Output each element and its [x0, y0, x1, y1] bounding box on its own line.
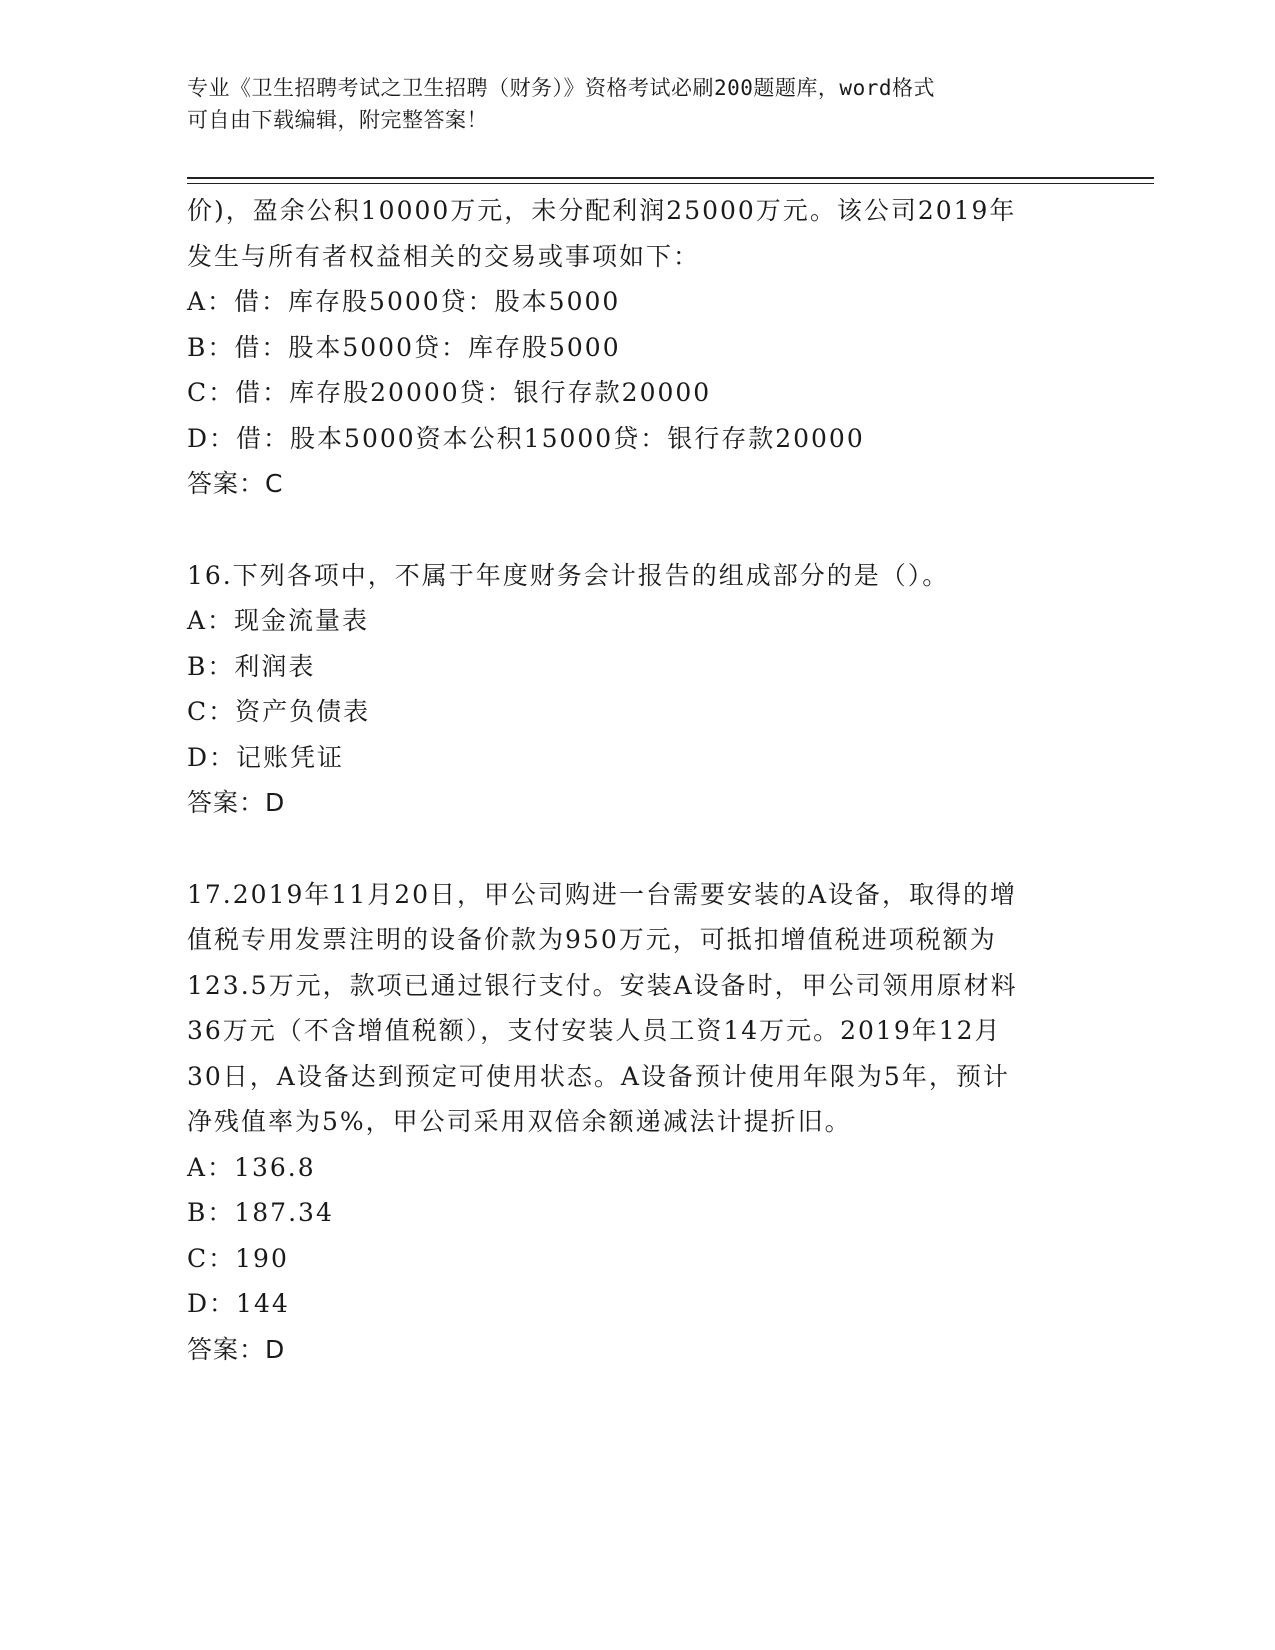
document-header: [187, 72, 1067, 136]
option-d: D：144: [187, 1289, 290, 1318]
question-15-block: [187, 188, 1087, 507]
option-c: C：资产负债表: [187, 697, 371, 726]
option-a: A：现金流量表: [187, 606, 370, 635]
spacer: [187, 826, 1087, 872]
answer-line: 答案：D: [187, 1334, 286, 1364]
question-stem-line: 净残值率为5%，甲公司采用双倍余额递减法计提折旧。: [187, 1107, 852, 1136]
document-body: [187, 188, 1087, 1372]
question-17-block: [187, 872, 1087, 1373]
question-stem-line: 值税专用发票注明的设备价款为950万元，可抵扣增值税进项税额为: [187, 925, 997, 954]
question-stem-line: 123.5万元，款项已通过银行支付。安装A设备时，甲公司领用原材料: [187, 970, 1018, 1000]
header-divider-thick: [187, 177, 1154, 179]
answer-line: 答案：C: [187, 469, 284, 498]
option-b: B：借：股本5000贷：库存股5000: [187, 332, 621, 362]
question-stem-line: 发生与所有者权益相关的交易或事项如下：: [187, 241, 701, 271]
option-a: A：借：库存股5000贷：股本5000: [187, 287, 621, 316]
option-b: B：187.34: [187, 1198, 334, 1227]
question-16-block: [187, 553, 1087, 826]
header-line-1: 专业《卫生招聘考试之卫生招聘（财务）》资格考试必刷200题题库，word格式: [187, 76, 935, 100]
question-stem-line: 16.下列各项中，不属于年度财务会计报告的组成部分的是（）。: [187, 560, 950, 590]
question-stem-line: 价)，盈余公积10000万元，未分配利润25000万元。该公司2019年: [187, 196, 1017, 225]
header-line-2: 可自由下载编辑，附完整答案！: [187, 108, 488, 132]
header-divider-thin: [187, 183, 1154, 184]
spacer: [187, 507, 1087, 553]
option-d: D：记账凭证: [187, 742, 345, 772]
option-b: B：利润表: [187, 651, 316, 681]
answer-line: 答案：D: [187, 788, 286, 817]
option-a: A：136.8: [187, 1152, 316, 1182]
question-stem-line: 30日，A设备达到预定可使用状态。A设备预计使用年限为5年，预计: [187, 1061, 1010, 1091]
question-stem-line: 17.2019年11月20日，甲公司购进一台需要安装的A设备，取得的增: [187, 879, 1018, 909]
option-c: C：借：库存股20000贷：银行存款20000: [187, 378, 712, 407]
option-c: C：190: [187, 1243, 289, 1273]
question-stem-line: 36万元（不含增值税额），支付安装人员工资14万元。2019年12月: [187, 1016, 1002, 1045]
option-d: D：借：股本5000资本公积15000贷：银行存款20000: [187, 423, 865, 453]
